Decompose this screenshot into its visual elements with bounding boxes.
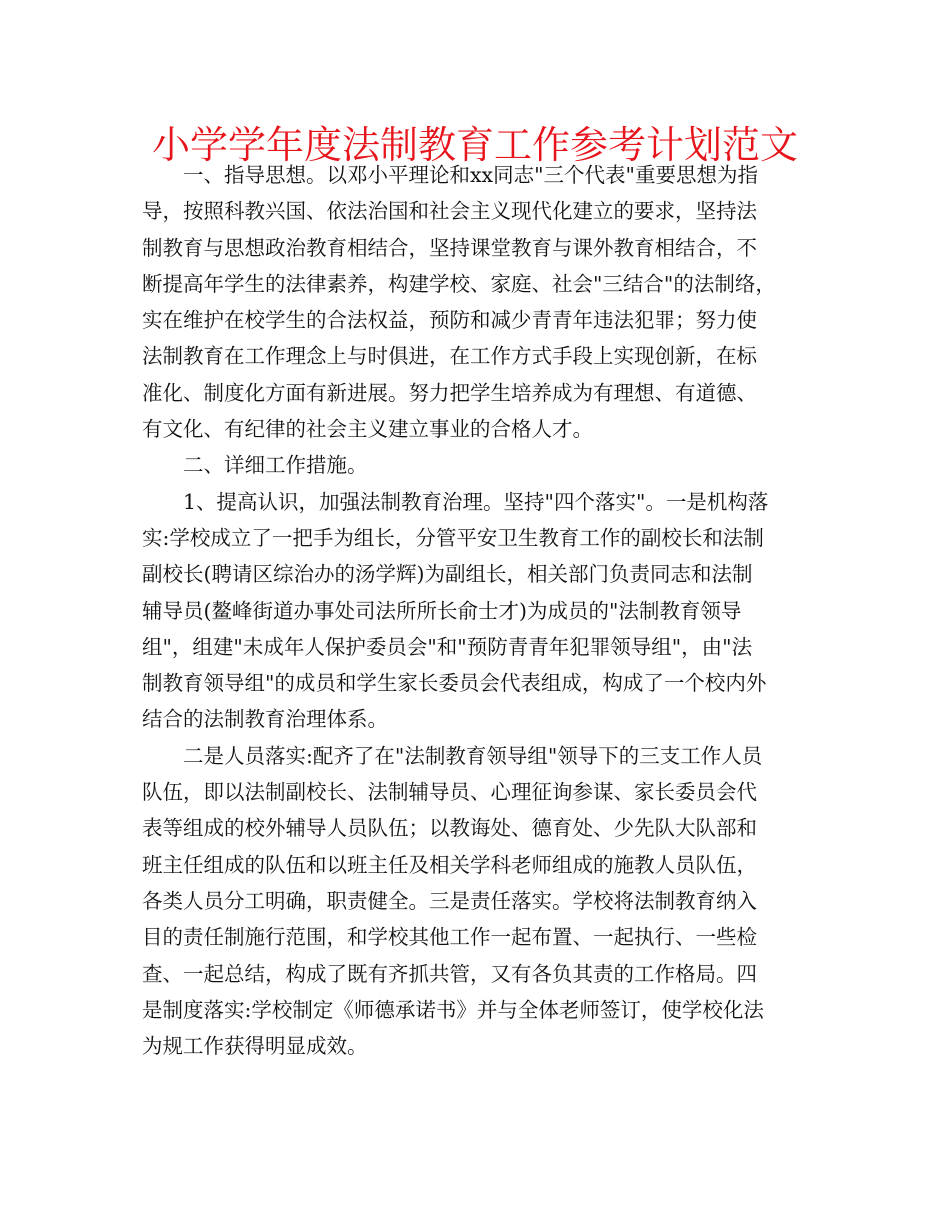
paragraph-measure-one: [142, 484, 818, 738]
text-line: 表等组成的校外辅导人员队伍；以教诲处、德育处、少先队大队部和: [142, 816, 757, 841]
text-line: 实:学校成立了一把手为组长，分管平安卫生教育工作的副校长和法制: [142, 525, 764, 550]
text-line: 1、提高认识，加强法制教育治理。坚持"四个落实"。一是机构落: [142, 489, 769, 514]
text-line: 各类人员分工明确，职责健全。三是责任落实。学校将法制教育纳入: [142, 888, 757, 913]
paragraph-guiding-ideology: [142, 157, 818, 447]
text-line: 断提高年学生的法律素养，构建学校、家庭、社会"三结合"的法制络，: [142, 271, 776, 296]
document-title: 小学学年度法制教育工作参考计划范文: [151, 123, 798, 167]
text-line: 为规工作获得明显成效。: [142, 1034, 368, 1059]
section-heading: 二、详细工作措施。: [142, 453, 368, 478]
text-line: 副校长(聘请区综治办的汤学辉)为副组长，相关部门负责同志和法制: [142, 562, 753, 587]
text-line: 制教育与思想政治教育相结合，坚持课堂教育与课外教育相结合，不: [142, 235, 757, 260]
text-line: 班主任组成的队伍和以班主任及相关学科老师组成的施教人员队伍，: [142, 852, 757, 877]
text-line: 一、指导思想。以邓小平理论和xx同志"三个代表"重要思想为指: [142, 163, 758, 187]
text-line: 制教育领导组"的成员和学生家长委员会代表组成，构成了一个校内外: [142, 671, 767, 696]
document-body: [142, 157, 818, 1064]
text-line: 查、一起总结，构成了既有齐抓共管，又有各负其责的工作格局。四: [142, 961, 757, 986]
text-line: 目的责任制施行范围，和学校其他工作一起布置、一起执行、一些检: [142, 925, 757, 950]
paragraph-section-heading: [142, 447, 818, 483]
text-line: 组"，组建"未成年人保护委员会"和"预防青青年犯罪领导组"，由"法: [142, 634, 753, 659]
text-line: 导，按照科教兴国、依法治国和社会主义现代化建立的要求，坚持法: [142, 199, 757, 224]
text-line: 队伍，即以法制副校长、法制辅导员、心理征询参谋、家长委员会代: [142, 780, 757, 805]
text-line: 二是人员落实:配齐了在"法制教育领导组"领导下的三支工作人员: [142, 743, 763, 768]
text-line: 法制教育在工作理念上与时俱进，在工作方式手段上实现创新，在标: [142, 344, 757, 369]
text-line: 辅导员(鳌峰街道办事处司法所所长俞士才)为成员的"法制教育领导: [142, 598, 742, 623]
text-line: 准化、制度化方面有新进展。努力把学生培养成为有理想、有道德、: [142, 380, 757, 405]
paragraph-measure-staffing: [142, 738, 818, 1065]
text-line: 结合的法制教育治理体系。: [142, 707, 388, 732]
text-line: 实在维护在校学生的合法权益，预防和减少青青年违法犯罪；努力使: [142, 308, 757, 333]
text-line: 有文化、有纪律的社会主义建立事业的合格人才。: [142, 417, 593, 442]
text-line: 是制度落实:学校制定《师德承诺书》并与全体老师签订，使学校化法: [142, 997, 764, 1022]
